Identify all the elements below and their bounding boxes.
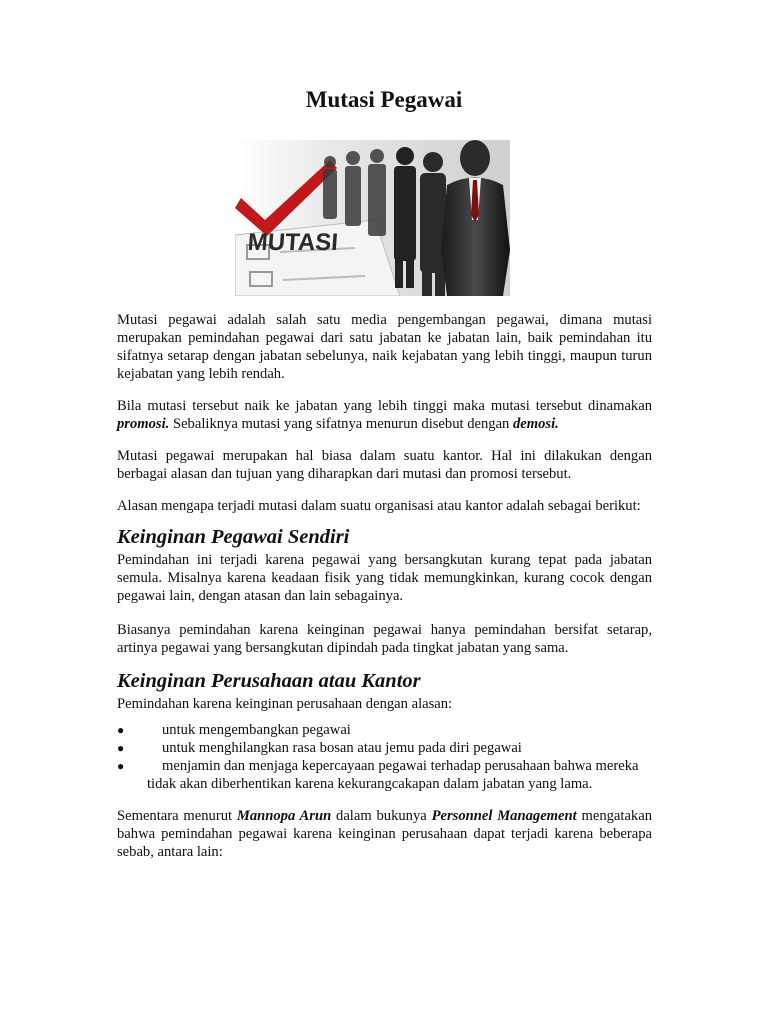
- term-demosi: demosi.: [513, 416, 559, 432]
- reason-list: [117, 721, 652, 793]
- list-item: [117, 721, 652, 739]
- author-name: Mannopa Arun: [236, 808, 332, 824]
- text: dalam bukunya: [331, 808, 432, 824]
- paragraph: [117, 807, 652, 861]
- bullet-icon: ●: [117, 741, 125, 755]
- paragraph: Pemindahan ini terjadi karena pegawai yang bersangkutan kurang tepat pada jabatan semula. Misalnya karena keadaan fisik yang tidak memungkinkan, kurang cocok dengan pegawai lain, dengan atasan dan lain sebagainya.: [117, 552, 652, 604]
- paragraph: Alasan mengapa terjadi mutasi dalam suatu organisasi atau kantor adalah sebagai berikut:: [117, 498, 641, 514]
- bullet-icon: ●: [117, 723, 125, 737]
- list-item-text: menjamin dan menjaga kepercayaan pegawai terhadap perusahaan bahwa mereka tidak akan diberhentikan karena kekurangcakapan dalam jabatan yang lama.: [147, 758, 639, 792]
- book-title: Personnel Management: [431, 808, 577, 824]
- term-promosi: promosi.: [117, 416, 170, 432]
- list-item-text: untuk menghilangkan rasa bosan atau jemu pada diri pegawai: [162, 740, 522, 756]
- list-item-text: untuk mengembangkan pegawai: [162, 722, 351, 738]
- text: Bila mutasi tersebut naik ke jabatan yang lebih tinggi maka mutasi tersebut dinamakan: [117, 398, 652, 414]
- paragraph: Mutasi pegawai merupakan hal biasa dalam suatu kantor. Hal ini dilakukan dengan berbagai alasan dan tujuan yang diharapkan dari mutasi dan promosi tersebut.: [117, 448, 652, 482]
- text: Sebaliknya mutasi yang sifatnya menurun disebut dengan: [169, 416, 513, 432]
- text: Sementara menurut: [117, 808, 237, 824]
- list-item: [117, 739, 652, 757]
- page-title: Mutasi Pegawai: [305, 87, 463, 112]
- bullet-icon: ●: [117, 759, 125, 773]
- paragraph: Mutasi pegawai adalah salah satu media pengembangan pegawai, dimana mutasi merupakan pemindahan pegawai dari satu jabatan ke jabatan lain, baik pemindahan itu sifatnya setarap dengan jabatan sebelunya, naik kejabatan yang lebih tinggi, maupun turun kejabatan yang lebih rendah.: [117, 312, 652, 382]
- section-heading: Keinginan Pegawai Sendiri: [117, 526, 350, 548]
- list-item: [117, 757, 652, 793]
- mutasi-label: MUTASI: [246, 229, 339, 256]
- mutasi-illustration: [235, 140, 510, 296]
- paragraph: Biasanya pemindahan karena keinginan pegawai hanya pemindahan bersifat setarap, artinya pegawai yang bersangkutan dipindah pada tingkat jabatan yang sama.: [117, 622, 652, 656]
- section-heading: Keinginan Perusahaan atau Kantor: [117, 670, 421, 692]
- paragraph: Pemindahan karena keinginan perusahaan dengan alasan:: [117, 696, 453, 712]
- text: mengatakan bahwa pemindahan pegawai karena keinginan perusahaan dapat terjadi karena beberapa sebab, antara lain:: [117, 808, 652, 860]
- article-body: [117, 311, 652, 875]
- paragraph: [117, 397, 652, 433]
